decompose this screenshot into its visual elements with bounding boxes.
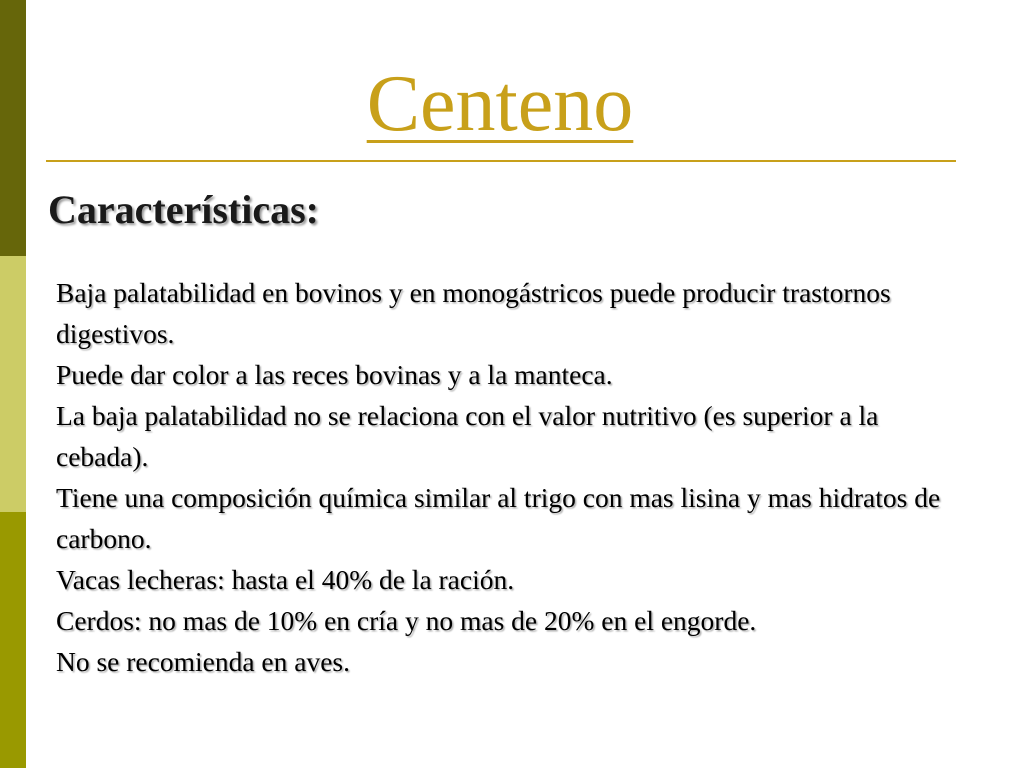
slide-title: Centeno (366, 60, 634, 148)
list-item: Tiene una composición química similar al trigo con mas lisina y mas hidratos de carbono. (56, 482, 941, 554)
list-item: Cerdos: no mas de 10% en cría y no mas de 20% en el engorde. (56, 605, 757, 636)
side-bar-segment-bottom (0, 512, 26, 768)
characteristics-list (56, 272, 976, 682)
title-divider (46, 160, 956, 162)
list-item: No se recomienda en aves. (56, 646, 350, 677)
list-item: Baja palatabilidad en bovinos y en monogástricos puede producir trastornos digestivos. (56, 277, 891, 349)
title-container (0, 58, 1000, 150)
list-item: Puede dar color a las reces bovinas y a la manteca. (56, 359, 613, 390)
side-bar-segment-middle (0, 256, 26, 512)
list-item: Vacas lecheras: hasta el 40% de la ración. (56, 564, 515, 595)
list-item: La baja palatabilidad no se relaciona con el valor nutritivo (es superior a la cebada). (56, 400, 879, 472)
section-heading: Características: (48, 187, 319, 232)
